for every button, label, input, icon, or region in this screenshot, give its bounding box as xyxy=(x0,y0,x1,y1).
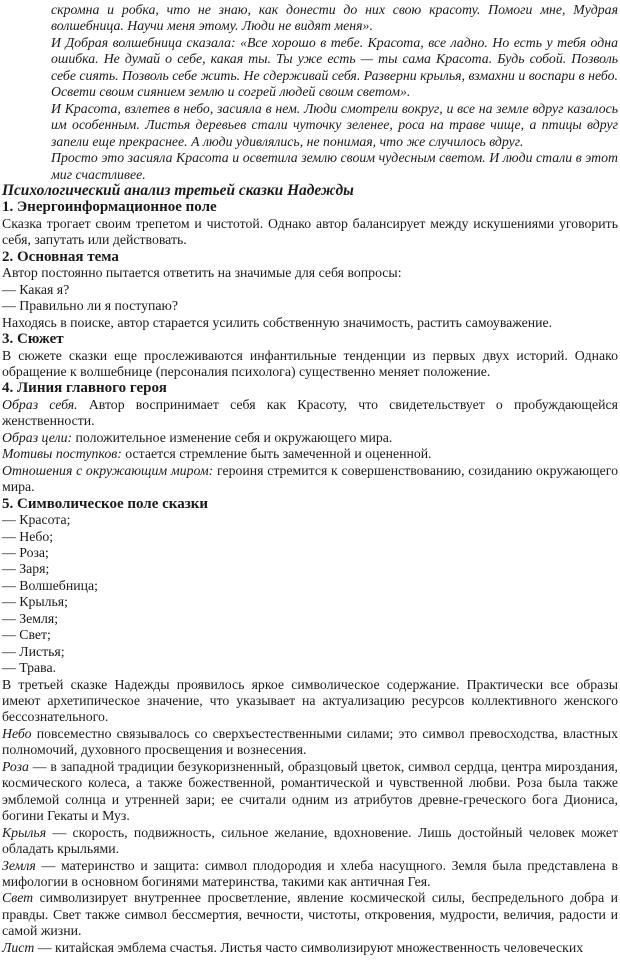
paragraph: Автор постоянно пытается ответить на значимые для себя вопросы: xyxy=(2,265,402,281)
paragraph-lead: Крылья xyxy=(2,824,47,840)
symbol-list-item: — Трава. xyxy=(2,660,57,676)
paragraph: Находясь в поиске, автор старается усилить собственную значимость, растить самоуважение. xyxy=(2,314,553,330)
symbol-list-item: — Крылья; xyxy=(2,594,68,610)
paragraph-lead: Небо xyxy=(2,725,32,741)
tale-paragraph: скромна и робка, что не знаю, как донести до них свою красоту. Помоги мне, Мудрая волшебница. Научи меня этому. Люди не видят меня». xyxy=(51,2,618,34)
section-heading-energy-field: 1. Энергоинформационное поле xyxy=(2,199,217,216)
fairy-tale-excerpt xyxy=(2,2,618,183)
symbol-list-item: — Роза; xyxy=(2,544,49,560)
paragraph-lead: Отношения с окружающим миром: xyxy=(2,462,214,478)
paragraph-text: остается стремление быть замеченной и оцененной. xyxy=(121,446,432,462)
paragraph xyxy=(2,825,618,858)
paragraph-lead: Земля xyxy=(2,857,36,873)
paragraph-lead: Роза xyxy=(2,758,29,774)
paragraph: В сюжете сказки еще прослеживаются инфантильные тенденции из первых двух историй. Однако обращение к волшебнице (персоналия психолога) существенно меняет положение. xyxy=(2,347,618,379)
symbol-list-item: — Земля; xyxy=(2,610,59,626)
symbol-list-item: — Небо; xyxy=(2,528,54,544)
paragraph-text: — китайская эмблема счастья. Листья часто символизируют множественность человеческих xyxy=(34,939,584,955)
paragraph xyxy=(2,940,618,956)
paragraph-text: положительное изменение себя и окружающего мира. xyxy=(72,429,393,445)
paragraph-text: героиня стремится к совершенствованию, созиданию окружающего мира. xyxy=(2,462,618,495)
paragraph xyxy=(2,446,618,462)
paragraph-text: — в западной традиции безукоризненный, образцовый цветок, символ сердца, центра мироздания, космического колеса, а также божественной, романтической и чувственной любви. Роза была также эмблемой солнца и утренней зари; ее считали одним из атрибутов древне-греческого бога Диониса, богини Гекаты и Муз. xyxy=(2,758,618,824)
tale-paragraph: И Красота, взлетев в небо, засияла в нем. Люди смотрели вокруг, и все на земле вдруг казалось им особенным. Листья деревьев стали чуточку зеленее, роса на траве чище, а птицы вдруг запели еще прекраснее. А люди удивлялись, не понимая, что же случилось вдруг. xyxy=(51,100,618,149)
question-item: — Правильно ли я поступаю? xyxy=(2,298,178,314)
paragraph-text: Автор воспринимает себя как Красоту, что свидетельствует о пробуждающейся женственности. xyxy=(2,396,619,429)
paragraph-lead: Образ себя. xyxy=(2,396,78,412)
symbol-list-item: — Волшебница; xyxy=(2,577,98,593)
analysis-title: Психологический анализ третьей сказки Надежды xyxy=(2,181,354,199)
paragraph xyxy=(2,726,618,759)
paragraph: Сказка трогает своим трепетом и чистотой. Однако автор балансирует между искушениями уговорить себя, запутать или действовать. xyxy=(2,215,618,248)
paragraph-lead: Мотивы поступков: xyxy=(2,446,122,462)
paragraph-lead: Лист xyxy=(2,939,35,955)
tale-paragraph: Просто это засияла Красота и осветила землю своим чудесным светом. И люди стали в этот миг счастливее. xyxy=(51,150,618,182)
section-heading-plot: 3. Сюжет xyxy=(2,331,64,348)
paragraph-lead: Свет xyxy=(2,890,34,906)
paragraph xyxy=(2,430,618,446)
symbol-list-item: — Свет; xyxy=(2,627,51,643)
paragraph-text: символизирует внутреннее просветление, явление космической силы, беспредельного добра и правды. Свет также символ бессмертия, вечности, чистоты, откровения, мудрости, величия, радости и самой жизни. xyxy=(2,890,618,939)
section-heading-hero-line: 4. Линия главного героя xyxy=(2,380,167,397)
symbol-list-item: — Листья; xyxy=(2,643,65,659)
paragraph-text: повсеместно связывалось со сверхъестественными силами; это символ превосходства, властных полномочий, духовного просвещения и вознесения. xyxy=(2,725,618,758)
paragraph: В третьей сказке Надежды проявилось яркое символическое содержание. Практически все образы имеют архетипическое значение, что указывает на актуализацию ресурсов коллективного женского бессознательного. xyxy=(2,676,618,725)
question-item: — Какая я? xyxy=(2,281,70,297)
symbol-list-item: — Заря; xyxy=(2,561,50,577)
paragraph xyxy=(2,397,618,430)
tale-paragraph: И Добрая волшебница сказала: «Все хорошо в тебе. Красота, все ладно. Но есть у тебя одна ошибка. Не думай о себе, какая ты. Ты уже есть — ты сама Красота. Будь собой. Позволь себе сиять. Позволь себе жить. Не сдерживай себя. Разверни крылья, взмахни и воспари в небо. Освети своим сиянием землю и согрей людей своим светом». xyxy=(51,34,618,100)
symbol-list-item: — Красота; xyxy=(2,512,71,528)
paragraph xyxy=(2,858,618,891)
paragraph xyxy=(2,890,618,939)
paragraph xyxy=(2,463,618,496)
paragraph-lead: Образ цели: xyxy=(2,429,73,445)
section-heading-main-theme: 2. Основная тема xyxy=(2,248,119,265)
paragraph-text: — материнство и защита: символ плодородия и хлеба насущного. Земля была представлена в мифологии в основном богинями материнства, такими как античная Гея. xyxy=(2,857,618,890)
section-heading-symbolic-field: 5. Символическое поле сказки xyxy=(2,495,209,512)
paragraph-text: — скорость, подвижность, сильное желание, вдохновение. Лишь достойный человек может обладать крыльями. xyxy=(2,824,618,857)
paragraph xyxy=(2,759,618,825)
